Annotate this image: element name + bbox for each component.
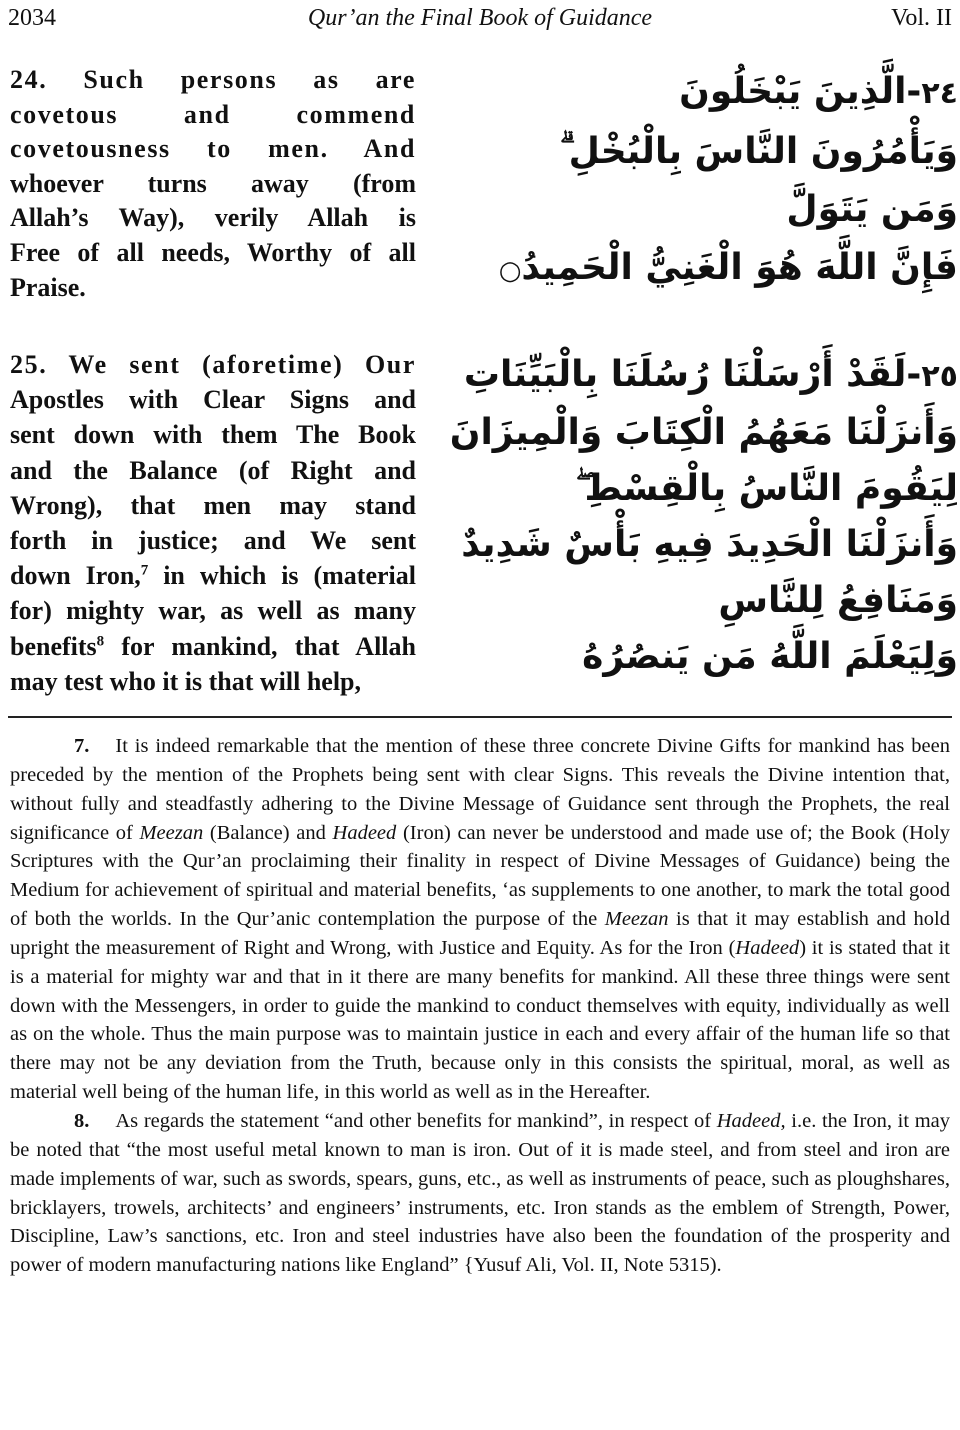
footnote-italic-term: Meezan — [604, 908, 669, 931]
verse-25-english-line: sent down with them The Book — [10, 420, 416, 450]
verse-25-arabic-line: وَأَنزَلْنَا الْحَدِيدَ فِيهِ بَأْسٌ شَدِيدٌ — [461, 524, 958, 565]
arabic-text: فَإِنَّ اللَّهَ هُوَ الْغَنِيُّ الْحَمِيدُ — [521, 247, 958, 288]
verse-24-arabic — [498, 63, 958, 300]
verse-25-english-line: and the Balance (of Right and — [10, 455, 416, 485]
footnote-number: 8. — [74, 1109, 90, 1132]
verse-24-english-line: Free of all needs, Worthy of all — [10, 237, 416, 267]
verse-25-arabic-line: لِيَقُومَ النَّاسُ بِالْقِسْطِ ۖ — [575, 468, 958, 509]
footnote-italic-term: Meezan — [139, 821, 204, 844]
arabic-text: لَقَدْ أَرْسَلْنَا رُسُلَنَا بِالْبَيِّنَاتِ — [463, 354, 907, 395]
verse-24-arabic-line: ٢٤-الَّذِينَ يَبْخَلُونَ — [679, 71, 958, 112]
footnote-number: 7. — [74, 735, 90, 757]
verse-24-english-line: 24. Such persons as are — [10, 65, 416, 94]
verse-24-arabic-line: وَمَن يَتَوَلَّ — [786, 189, 958, 230]
footnote-7 — [10, 732, 950, 1107]
verse-25-english-line: 25. We sent (aforetime) Our — [10, 350, 416, 379]
verse-25-english-line — [10, 629, 416, 664]
footnotes — [10, 732, 950, 1280]
verse-24-arabic-line: وَيَأْمُرُونَ النَّاسَ بِالْبُخْلِ ۗ — [559, 131, 958, 172]
footnote-text: i.e. the Iron, it may be noted that “the most useful metal known to man is iron. Out of it is made steel, and from steel and iron are made implements of war, such as swords, spears, guns, etc., as well as instruments of peace, such as ploughshares, bricklayers, trowels, architects’ and engineers’ instruments, etc. Iron stands as the emblem of Strength, Power, Discipline, Law’s sanctions, etc. Iron and steel industries have also been the foundation of the prosperity and power of modern manufacturing nations like England” {Yusuf Ali, Vol. II, Note 5315). — [10, 1109, 950, 1277]
ayah-number: ٢٤ — [921, 76, 958, 111]
verse-25-english — [10, 347, 416, 699]
footnote-text: As regards the statement “and other benefits for mankind”, in respect of — [115, 1109, 717, 1132]
footnote-text: (Balance) and — [203, 821, 333, 844]
verse-25-english-line: Apostles with Clear Signs and — [10, 385, 416, 415]
footnote-divider — [8, 716, 952, 718]
english-text: down Iron, — [10, 561, 141, 591]
english-text: for mankind, that Allah — [104, 631, 416, 661]
verse-24-arabic-line — [498, 239, 958, 300]
verse-25-english-line: may test who it is that will help, — [10, 666, 361, 696]
verse-25-arabic-line: وَأَنزَلْنَا مَعَهُمُ الْكِتَابَ وَالْمِيزَانَ — [449, 412, 958, 453]
verse-25-arabic — [449, 347, 958, 685]
verse-25-arabic-line: ٢٥-لَقَدْ أَرْسَلْنَا رُسُلَنَا بِالْبَيِّنَاتِ — [463, 354, 958, 395]
footnote-italic-term: Hadeed — [735, 936, 800, 959]
verse-25-english-line — [10, 558, 416, 593]
english-text: in which is (material — [148, 561, 416, 591]
ayah-end-mark: ○ — [498, 256, 522, 286]
verse-24-english-line: covetous and commend — [10, 99, 416, 129]
footnote-ref-7[interactable]: 7 — [140, 562, 149, 579]
verse-25 — [10, 347, 960, 697]
verse-25-english-line: for) mighty war, as well as many — [10, 596, 416, 626]
verse-25-english-line: forth in justice; and We sent — [10, 526, 416, 556]
footnote-ref-8[interactable]: 8 — [96, 632, 105, 649]
verse-24 — [10, 63, 960, 303]
arabic-text: الَّذِينَ يَبْخَلُونَ — [679, 71, 907, 112]
verse-24-english-line: covetousness to men. And — [10, 134, 416, 164]
verse-25-english-line: Wrong), that men may stand — [10, 490, 416, 520]
book-title: Qur’an the Final Book of Guidance — [307, 5, 653, 31]
ayah-number: ٢٥ — [921, 359, 958, 394]
verse-25-arabic-line: وَمَنَافِعُ لِلنَّاسِ — [718, 580, 958, 621]
footnote-italic-term: Hadeed — [332, 821, 397, 844]
english-text: benefits — [10, 631, 97, 661]
page-number: 2034 — [8, 5, 56, 31]
verse-25-arabic-line: وَلِيَعْلَمَ اللَّهُ مَن يَنصُرُهُ — [582, 636, 958, 677]
page-header — [8, 2, 952, 34]
footnote-text: It is indeed remarkable that the mention of these three concrete Divine Gifts for mankind has been preceded by the mention of the Prophets being sent with clear Signs. This reveals the Divine intention that, without fully and steadfastly adhering to the Divine Message of Guidance sent through the Prophets, the real significance of — [10, 735, 950, 844]
footnote-italic-term: Hadeed, — [716, 1109, 786, 1132]
footnote-text: ) it is stated that it is a material for mighty war and that in it there are many benefits for mankind. All these three things were sent down with the Messengers, in order to guide the mankind to conduct themselves with equity, individually as well as on the whole. Thus the main purpose was to maintain justice in each and every affair of the human life so that there may not be any deviation from the Truth, because only in this consists the spiritual, moral, as well as material well being of the human life, in this world as well as in the Hereafter. — [10, 936, 950, 1104]
verse-24-english-line: Allah’s Way), verily Allah is — [10, 203, 416, 233]
verse-24-english-line: whoever turns away (from — [10, 168, 416, 198]
verse-24-english — [10, 63, 416, 305]
footnote-text: (Iron) can never be understood and made use of; the Book (Holy Scriptures with the Qur’an proclaiming their finality in respect of Divine Messages of Guidance) being the Medium for achievement of spiritual and material benefits, ‘as supplements to one another, to mark the total good of both the worlds. In the Qur’anic contemplation the purpose of the — [10, 821, 950, 931]
footnote-8 — [10, 1107, 950, 1280]
verse-24-english-line: Praise. — [10, 272, 86, 302]
volume-label: Vol. II — [891, 5, 952, 31]
footnote-text: is that it may establish and hold upright the measurement of Right and Wrong, with Justice and Equity. As for the Iron ( — [10, 908, 950, 959]
